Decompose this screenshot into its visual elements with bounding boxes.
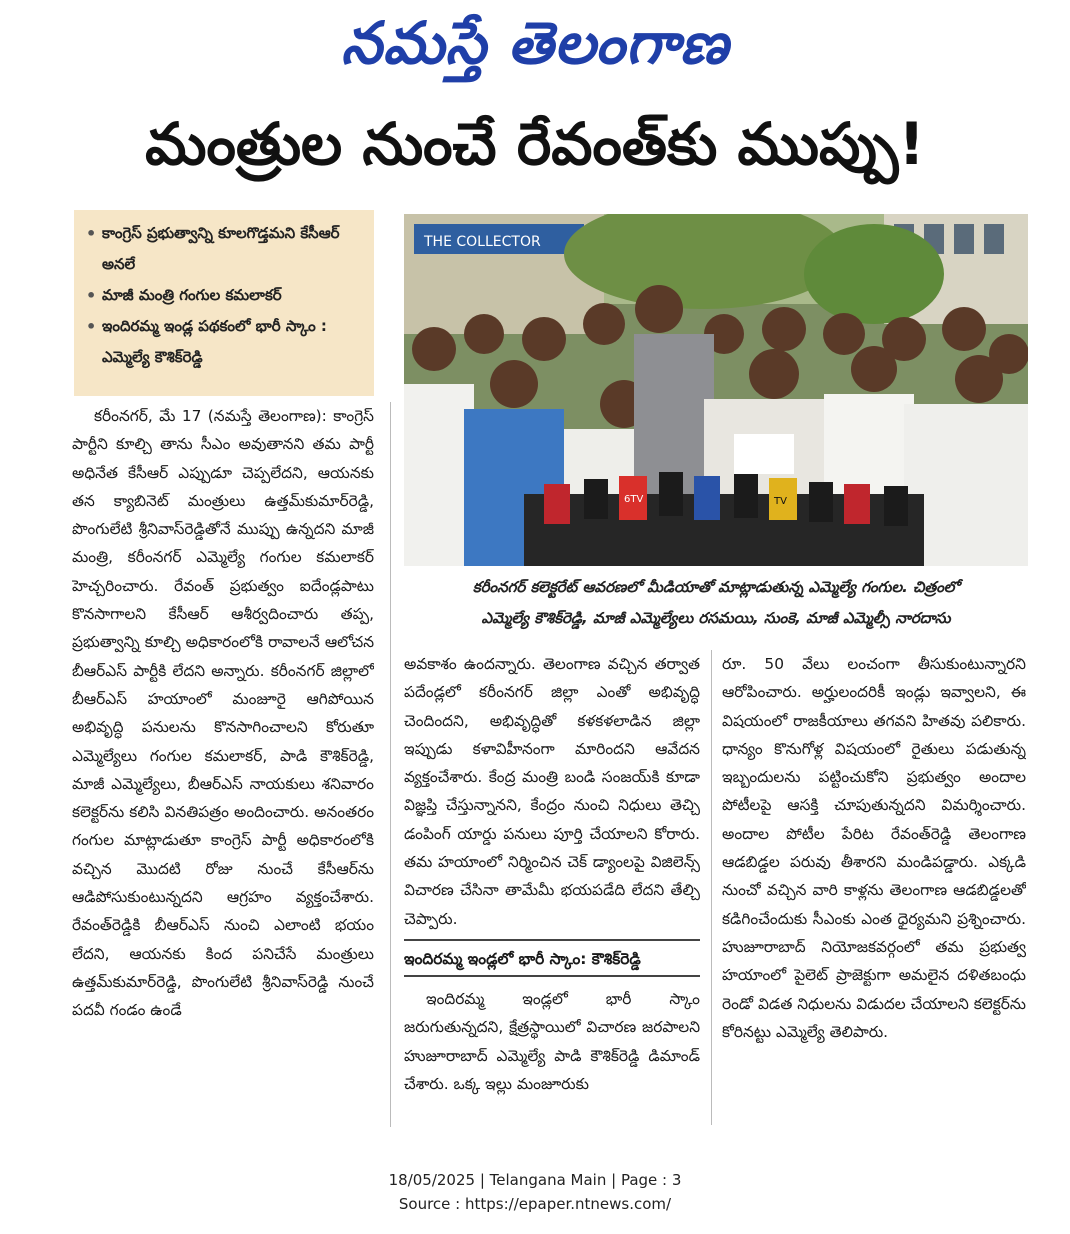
article-subheading: ఇందిరమ్మ ఇండ్లలో భారీ స్కాం: కౌశిక్‌రెడ్డి [404, 939, 700, 977]
footer-date-edition: 18/05/2025 | Telangana Main | Page : 3 [388, 1171, 682, 1189]
photo-caption [404, 572, 1028, 634]
footer-source: Source : https://epaper.ntnews.com/ [398, 1195, 672, 1213]
column-divider [390, 402, 391, 1127]
highlight-item: • కాంగ్రెస్ ప్రభుత్వాన్ని కూలగొడ్తమని కేసీఆర్ అనలే [86, 218, 368, 280]
article-paragraph: కరీంనగర్, మే 17 (నమస్తే తెలంగాణ): కాంగ్రెస్ పార్టీని కూల్చి తాను సీఎం అవుతానని తమ పార్టీ అధినేత కేసీఆర్ ఎప్పుడూ చెప్పలేదని, ఆయనకు తన క్యాబినెట్ మంత్రులు ఉత్తమ్‌కుమార్‌రెడ్డి, పొంగులేటి శ్రీనివాస్‌రెడ్డితోనే ముప్పు ఉన్నదని మాజీ మంత్రి, కరీంనగర్ ఎమ్మెల్యే గంగుల కమలాకర్ హెచ్చరించారు. రేవంత్ ప్రభుత్వం ఐదేండ్లపాటు కొనసాగాలని కేసీఆర్ ఆశీర్వదించారు తప్ప, ప్రభుత్వాన్ని కూల్చి అధికారంలోకి రావాలనే ఆలోచన బీఆర్‌ఎస్ పార్టీకి లేదని అన్నారు. కరీంనగర్ జిల్లాలో బీఆర్‌ఎస్ హయాంలో మంజూరై ఆగిపోయిన అభివృద్ధి పనులను కొనసాగించాలని కోరుతూ ఎమ్మెల్యేలు గంగుల కమలాకర్, పాడి కౌశిక్‌రెడ్డి, మాజీ ఎమ్మెల్యేలు, బీఆర్‌ఎస్ నాయకులు శనివారం కలెక్టర్‌ను కలిసి వినతిపత్రం అందించారు. అనంతరం గంగుల మాట్లాడుతూ కాంగ్రెస్ పార్టీ అధికారంలోకి వచ్చిన మొదటి రోజు నుంచే కేసీఆర్‌ను ఆడిపోసుకుంటున్నదని ఆగ్రహం వ్యక్తంచేశారు. రేవంత్‌రెడ్డికి బీఆర్‌ఎస్ నుంచి ఎలాంటి భయం లేదని, ఆయనకు కింద పనిచేసే మంత్రులు ఉత్తమ్‌కుమార్‌రెడ్డి, పొంగులేటి శ్రీనివాస్‌రెడ్డి నుంచే పదవీ గండం ఉండే [72, 407, 374, 1020]
mic-label: 6TV [624, 494, 644, 505]
article-paragraph: అవకాశం ఉందన్నారు. తెలంగాణ వచ్చిన తర్వాత పదేండ్లలో కరీంనగర్ జిల్లా ఎంతో అభివృద్ధి చెందిందని, అభివృద్ధితో కళకళలాడిన జిల్లా ఇప్పుడు కళావిహీనంగా మారిందని ఆవేదన వ్యక్తంచేశారు. కేంద్ర మంత్రి బండి సంజయ్‌కి కూడా విజ్ఞప్తి చేస్తున్నానని, కేంద్రం నుంచి నిధులు తెచ్చి డంపింగ్ యార్డు పనులు పూర్తి చేయాలని కోరారు. తమ హయాంలో నిర్మించిన చెక్ డ్యాంలపై విజిలెన్స్ విచారణ చేసినా తామేమీ భయపడేది లేదని తేల్చి చెప్పారు. [404, 655, 700, 928]
highlights-box [74, 210, 374, 396]
page-footer [0, 1168, 1070, 1216]
column-divider [711, 650, 712, 1125]
mic-label: TV [774, 496, 787, 507]
article-paragraph: ఇందిరమ్మ ఇండ్లలో భారీ స్కాం జరుగుతున్నదని, క్షేత్రస్థాయిలో విచారణ జరపాలని హుజూరాబాద్ ఎమ్మెల్యే పాడి కౌశిక్‌రెడ్డి డిమాండ్ చేశారు. ఒక్క ఇల్లు మంజూరుకు [404, 989, 700, 1093]
caption-line: ఎమ్మెల్యే కౌశిక్‌రెడ్డి, మాజీ ఎమ్మెల్యేలు రసమయి, సుంకె, మాజీ ఎమ్మెల్సీ నారదాసు [481, 609, 951, 627]
highlight-item: • మాజీ మంత్రి గంగుల కమలాకర్ [86, 280, 368, 311]
article-column-3 [722, 650, 1026, 1125]
article-column-2 [404, 650, 700, 1125]
headline: మంత్రుల నుంచే రేవంత్‌కు ముప్పు! [145, 110, 925, 178]
masthead-title: నమస్తే తెలంగాణ [341, 9, 729, 77]
article-paragraph: రూ. 50 వేలు లంచంగా తీసుకుంటున్నారని ఆరోపించారు. అర్హులందరికీ ఇండ్లు ఇవ్వాలని, ఈ విషయంలో రాజకీయాలు తగవని హితవు పలికారు. ధాన్యం కొనుగోళ్ల విషయంలో రైతులు పడుతున్న ఇబ్బందులను పట్టించుకోని ప్రభుత్వం అందాల పోటీలపై ఆసక్తి చూపుతున్నదని విమర్శించారు. అందాల పోటీల పేరిట రేవంత్‌రెడ్డి తెలంగాణ ఆడబిడ్డల పరువు తీశారని మండిపడ్డారు. ఎక్కడి నుంచో వచ్చిన వారి కాళ్లను తెలంగాణ ఆడబిడ్డలతో కడిగించేందుకు సీఎంకు ఎంత ధైర్యమని ప్రశ్నించారు. హుజూరాబాద్ నియోజకవర్గంలో తమ ప్రభుత్వ హయాంలో పైలెట్ ప్రాజెక్టుగా అమలైన దళితబంధు రెండో విడత నిధులను విడుదల చేయాలని కలెక్టర్‌ను కోరినట్టు ఎమ్మెల్యే తెలిపారు. [722, 655, 1026, 1041]
article-column-1 [72, 402, 374, 1127]
press-meet-photo [404, 214, 1028, 566]
signboard-text: THE COLLECTOR [424, 234, 541, 250]
caption-line: కరీంనగర్ కలెక్టరేట్ ఆవరణలో మీడియాతో మాట్లాడుతున్న ఎమ్మెల్యే గంగుల. చిత్రంలో [472, 578, 960, 596]
highlight-item: • ఇందిరమ్మ ఇండ్ల పథకంలో భారీ స్కాం : ఎమ్మెల్యే కౌశిక్‌రెడ్డి [86, 311, 368, 373]
